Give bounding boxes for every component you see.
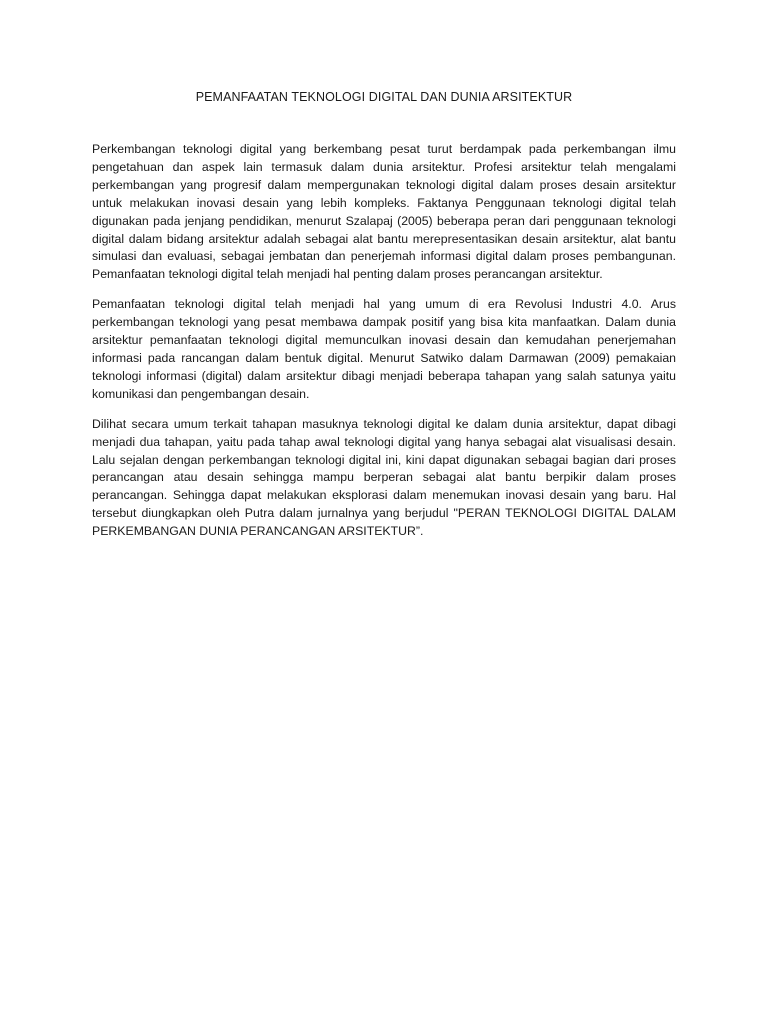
paragraph-1: Perkembangan teknologi digital yang berkembang pesat turut berdampak pada perkembangan ilmu pengetahuan dan aspek lain termasuk dalam dunia arsitektur. Profesi arsitektur telah mengalami perkembangan yang progresif dalam mempergunakan teknologi digital dalam proses desain arsitektur untuk melakukan inovasi desain yang lebih kompleks. Faktanya Penggunaan teknologi digital telah digunakan pada jenjang pendidikan, menurut Szalapaj (2005) beberapa peran dari penggunaan teknologi digital dalam bidang arsitektur adalah sebagai alat bantu merepresentasikan desain arsitektur, alat bantu simulasi dan evaluasi, sebagai jembatan dan penerjemah informasi digital dalam proses pembangunan. Pemanfaatan teknologi digital telah menjadi hal penting dalam proses perancangan arsitektur. [92,142,676,282]
document-body [92,141,676,553]
paragraph-3: Dilihat secara umum terkait tahapan masuknya teknologi digital ke dalam dunia arsitektur, dapat dibagi menjadi dua tahapan, yaitu pada tahap awal teknologi digital yang hanya sebagai alat visualisasi desain. Lalu sejalan dengan perkembangan teknologi digital ini, kini dapat digunakan sebagai bagian dari proses perancangan atau desain sehingga mampu berperan sebagai alat bantu berpikir dalam proses perancangan. Sehingga dapat melakukan eksplorasi dalam menemukan inovasi desain yang baru. Hal tersebut diungkapkan oleh Putra dalam jurnalnya yang berjudul "PERAN TEKNOLOGI DIGITAL DALAM PERKEMBANGAN DUNIA PERANCANGAN ARSITEKTUR”. [92,416,676,539]
document-title: PEMANFAATAN TEKNOLOGI DIGITAL DAN DUNIA ARSITEKTUR [195,90,573,104]
paragraph-2: Pemanfaatan teknologi digital telah menjadi hal yang umum di era Revolusi Industri 4.0. Arus perkembangan teknologi yang pesat membawa dampak positif yang bisa kita manfaatkan. Dalam dunia arsitektur pemanfaatan teknologi digital memunculkan inovasi desain dan kemudahan penerjemahan informasi pada rancangan dalam bentuk digital. Menurut Satwiko dalam Darmawan (2009) pemakaian teknologi informasi (digital) dalam arsitektur dibagi menjadi beberapa tahapan yang salah satunya yaitu komunikasi dan pengembangan desain. [92,297,676,401]
